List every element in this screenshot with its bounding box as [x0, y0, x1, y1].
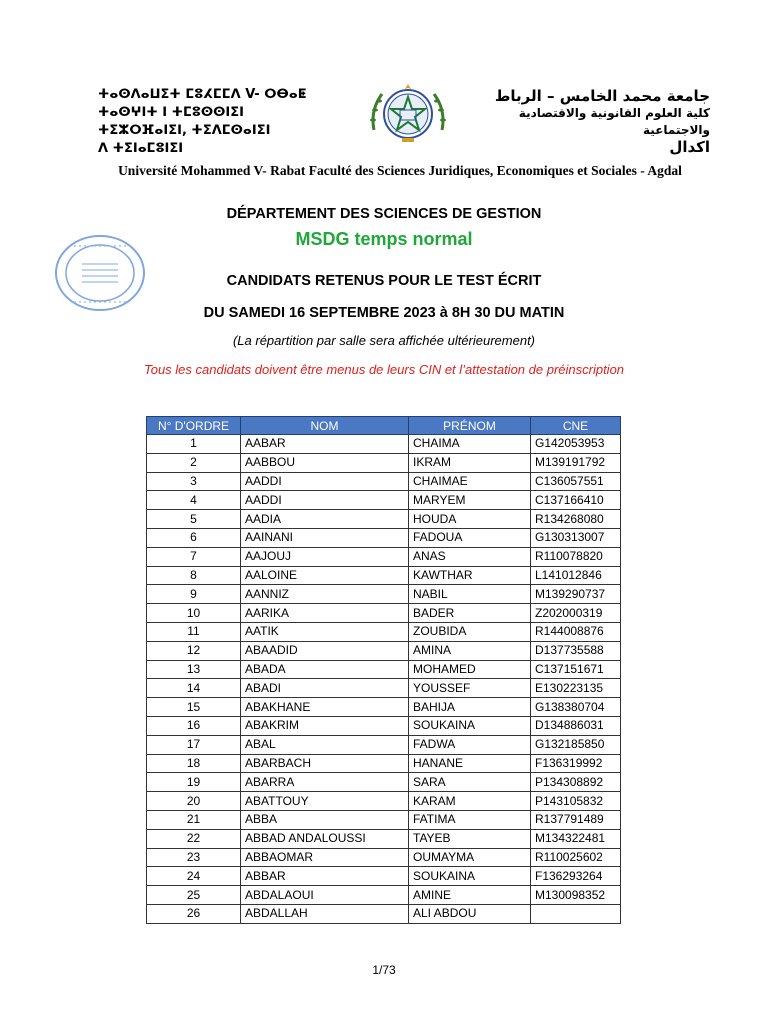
- cell-last-name: ABAADID: [241, 641, 409, 660]
- cell-order-number: 5: [147, 510, 241, 529]
- arabic-line: كلية العلوم القانونية والاقتصادية والاجتماعية: [518, 106, 710, 137]
- cell-last-name: AADDI: [241, 491, 409, 510]
- cell-last-name: ABBAD ANDALOUSSI: [241, 829, 409, 848]
- cell-order-number: 12: [147, 641, 241, 660]
- requirements-warning: Tous les candidats doivent être menus de leurs CIN et l’attestation de préinscription: [143, 362, 625, 377]
- cell-first-name: CHAIMA: [409, 435, 531, 454]
- cell-last-name: ABADI: [241, 679, 409, 698]
- table-row: [147, 585, 621, 604]
- cell-first-name: TAYEB: [409, 829, 531, 848]
- cell-order-number: 9: [147, 585, 241, 604]
- cell-last-name: AARIKA: [241, 604, 409, 623]
- cell-last-name: ABBAR: [241, 867, 409, 886]
- table-row: [147, 566, 621, 585]
- cell-cne: R144008876: [531, 622, 621, 641]
- cell-cne: Z202000319: [531, 604, 621, 623]
- table-header-row: [147, 417, 621, 435]
- cell-first-name: HANANE: [409, 754, 531, 773]
- cell-last-name: ABDALLAH: [241, 904, 409, 923]
- cell-order-number: 24: [147, 867, 241, 886]
- cell-first-name: FADOUA: [409, 528, 531, 547]
- cell-order-number: 15: [147, 698, 241, 717]
- cell-order-number: 18: [147, 754, 241, 773]
- cell-cne: G138380704: [531, 698, 621, 717]
- table-row: [147, 735, 621, 754]
- cell-order-number: 17: [147, 735, 241, 754]
- table-row: [147, 641, 621, 660]
- table-row: [147, 754, 621, 773]
- table-row: [147, 604, 621, 623]
- cell-first-name: MOHAMED: [409, 660, 531, 679]
- cell-first-name: IKRAM: [409, 453, 531, 472]
- cell-last-name: AANNIZ: [241, 585, 409, 604]
- program-title: MSDG temps normal: [295, 229, 473, 249]
- cell-cne: P143105832: [531, 792, 621, 811]
- cell-last-name: ABDALAOUI: [241, 886, 409, 905]
- candidates-title: CANDIDATS RETENUS POUR LE TEST ÉCRIT: [226, 273, 542, 289]
- cell-first-name: AMINA: [409, 641, 531, 660]
- tifinagh-line: ⵜⴰⵙⵖⵏⵜ ⵏ ⵜⵎⵓⵙⵙⵏⵉⵏ: [98, 105, 244, 120]
- cell-order-number: 11: [147, 622, 241, 641]
- cell-cne: M139290737: [531, 585, 621, 604]
- cell-order-number: 23: [147, 848, 241, 867]
- cell-order-number: 8: [147, 566, 241, 585]
- table-row: [147, 867, 621, 886]
- cell-order-number: 2: [147, 453, 241, 472]
- cell-cne: M134322481: [531, 829, 621, 848]
- cell-last-name: AABBOU: [241, 453, 409, 472]
- cell-first-name: NABIL: [409, 585, 531, 604]
- table-row: [147, 622, 621, 641]
- arabic-line: اكدال: [669, 138, 710, 156]
- table-row: [147, 698, 621, 717]
- cell-first-name: FATIMA: [409, 810, 531, 829]
- header-first-name: PRÉNOM: [409, 417, 531, 435]
- cell-first-name: HOUDA: [409, 510, 531, 529]
- header-last-name: NOM: [241, 417, 409, 435]
- table-row: [147, 810, 621, 829]
- table-row: [147, 547, 621, 566]
- cell-first-name: CHAIMAE: [409, 472, 531, 491]
- cell-last-name: AALOINE: [241, 566, 409, 585]
- cell-order-number: 26: [147, 904, 241, 923]
- cell-first-name: BAHIJA: [409, 698, 531, 717]
- cell-first-name: BADER: [409, 604, 531, 623]
- university-emblem-logo: [366, 80, 450, 146]
- table-row: [147, 886, 621, 905]
- table-row: [147, 510, 621, 529]
- cell-last-name: ABBA: [241, 810, 409, 829]
- table-row: [147, 904, 621, 923]
- cell-last-name: ABATTOUY: [241, 792, 409, 811]
- cell-cne: C136057551: [531, 472, 621, 491]
- cell-order-number: 21: [147, 810, 241, 829]
- cell-last-name: AADDI: [241, 472, 409, 491]
- table-row: [147, 773, 621, 792]
- cell-first-name: SOUKAINA: [409, 716, 531, 735]
- cell-cne: C137151671: [531, 660, 621, 679]
- candidates-table: [146, 416, 621, 924]
- cell-first-name: AMINE: [409, 886, 531, 905]
- cell-first-name: OUMAYMA: [409, 848, 531, 867]
- cell-order-number: 4: [147, 491, 241, 510]
- cell-order-number: 6: [147, 528, 241, 547]
- cell-last-name: AADIA: [241, 510, 409, 529]
- cell-cne: M130098352: [531, 886, 621, 905]
- cell-last-name: ABADA: [241, 660, 409, 679]
- cell-first-name: KARAM: [409, 792, 531, 811]
- table-row: [147, 435, 621, 454]
- cell-first-name: SARA: [409, 773, 531, 792]
- cell-order-number: 13: [147, 660, 241, 679]
- arabic-line: جامعة محمد الخامس – الرباط: [494, 87, 710, 105]
- cell-cne: M139191792: [531, 453, 621, 472]
- cell-order-number: 14: [147, 679, 241, 698]
- department-title: DÉPARTEMENT DES SCIENCES DE GESTION: [226, 206, 542, 222]
- cell-order-number: 19: [147, 773, 241, 792]
- arabic-university-name: [470, 88, 710, 156]
- cell-cne: L141012846: [531, 566, 621, 585]
- tifinagh-university-name: [98, 86, 338, 158]
- header-cne: CNE: [531, 417, 621, 435]
- cell-first-name: ALI ABDOU: [409, 904, 531, 923]
- cell-order-number: 10: [147, 604, 241, 623]
- cell-cne: C137166410: [531, 491, 621, 510]
- university-french-name: Université Mohammed V- Rabat Faculté des Sciences Juridiques, Economiques et Sociales - Agdal: [118, 163, 682, 178]
- table-row: [147, 453, 621, 472]
- cell-last-name: ABARBACH: [241, 754, 409, 773]
- cell-cne: D137735588: [531, 641, 621, 660]
- cell-last-name: ABARRA: [241, 773, 409, 792]
- cell-cne: R110078820: [531, 547, 621, 566]
- cell-first-name: MARYEM: [409, 491, 531, 510]
- cell-cne: G132185850: [531, 735, 621, 754]
- exam-date: DU SAMEDI 16 SEPTEMBRE 2023 à 8H 30 DU MATIN: [203, 305, 565, 321]
- table-row: [147, 472, 621, 491]
- tifinagh-line: ⵜⴰⵙⴷⴰⵡⵉⵜ ⵎⵓⵃⵎⵎⴷ V- ⵔⴱⴰⵟ: [98, 87, 307, 102]
- cell-last-name: AAINANI: [241, 528, 409, 547]
- cell-cne: R110025602: [531, 848, 621, 867]
- tifinagh-line: ⴷ ⵜⵉⵏⴰⵎⵓⵏⵉⵏ: [98, 141, 184, 156]
- cell-cne: D134886031: [531, 716, 621, 735]
- cell-cne: R134268080: [531, 510, 621, 529]
- table-row: [147, 792, 621, 811]
- cell-order-number: 7: [147, 547, 241, 566]
- cell-order-number: 16: [147, 716, 241, 735]
- table-row: [147, 491, 621, 510]
- cell-first-name: SOUKAINA: [409, 867, 531, 886]
- cell-cne: [531, 904, 621, 923]
- cell-cne: P134308892: [531, 773, 621, 792]
- page-number: 1/73: [372, 963, 396, 977]
- room-assignment-note: (La répartition par salle sera affichée ultérieurement): [232, 333, 536, 348]
- cell-cne: G130313007: [531, 528, 621, 547]
- table-row: [147, 716, 621, 735]
- cell-last-name: AAJOUJ: [241, 547, 409, 566]
- cell-order-number: 1: [147, 435, 241, 454]
- table-row: [147, 829, 621, 848]
- cell-last-name: AATIK: [241, 622, 409, 641]
- cell-cne: R137791489: [531, 810, 621, 829]
- cell-cne: G142053953: [531, 435, 621, 454]
- cell-last-name: AABAR: [241, 435, 409, 454]
- cell-first-name: YOUSSEF: [409, 679, 531, 698]
- header-order-number: N° D'ORDRE: [147, 417, 241, 435]
- table-row: [147, 528, 621, 547]
- cell-order-number: 3: [147, 472, 241, 491]
- cell-last-name: ABBAOMAR: [241, 848, 409, 867]
- cell-last-name: ABAKHANE: [241, 698, 409, 717]
- cell-order-number: 25: [147, 886, 241, 905]
- cell-last-name: ABAL: [241, 735, 409, 754]
- cell-cne: F136293264: [531, 867, 621, 886]
- cell-last-name: ABAKRIM: [241, 716, 409, 735]
- tifinagh-line: ⵜⵉⵣⵔⴼⴰⵏⵉⵏ, ⵜⵉⴷⵎⵙⴰⵏⵉⵏ: [98, 123, 271, 138]
- cell-order-number: 22: [147, 829, 241, 848]
- table-row: [147, 660, 621, 679]
- cell-cne: F136319992: [531, 754, 621, 773]
- cell-first-name: FADWA: [409, 735, 531, 754]
- table-row: [147, 679, 621, 698]
- cell-cne: E130223135: [531, 679, 621, 698]
- cell-order-number: 20: [147, 792, 241, 811]
- table-row: [147, 848, 621, 867]
- cell-first-name: ZOUBIDA: [409, 622, 531, 641]
- cell-first-name: KAWTHAR: [409, 566, 531, 585]
- cell-first-name: ANAS: [409, 547, 531, 566]
